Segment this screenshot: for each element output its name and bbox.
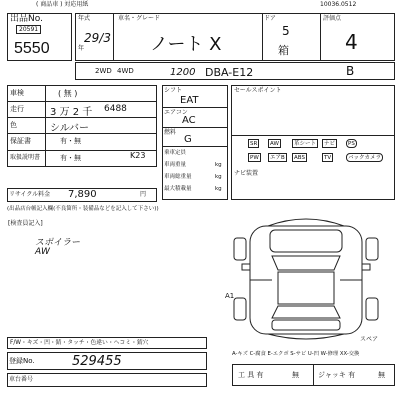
manual-label: 取扱説明書 — [10, 154, 41, 161]
lot-label: 出品No. — [10, 14, 43, 24]
ac-value: AC — [182, 115, 196, 126]
mileage-label: 走行 — [10, 105, 24, 113]
ac-label: エアコン — [164, 109, 188, 116]
navi-label: ナビ装置 — [234, 170, 259, 177]
seller-notes-label: (出品店台帳記入欄(不良箇所・装備品などを記入して下さい)) — [7, 206, 159, 212]
recycle-unit: 円 — [140, 191, 147, 198]
doors-value: 5 — [282, 24, 290, 38]
jack-none: 無 — [378, 371, 385, 379]
inspector-label: [検査員記入] — [8, 220, 43, 227]
warranty-value: 有・無 — [60, 137, 81, 145]
weight-unit-1: kg — [215, 162, 222, 168]
equip-sr: SR — [250, 141, 258, 147]
mileage-value: 3 万 2 千 — [50, 107, 93, 118]
damage-mark: A1 — [225, 292, 235, 300]
equip-pw: PW — [250, 155, 259, 161]
header-top-right: 10036.0512 — [320, 1, 357, 8]
equip-aw: AW — [270, 141, 279, 147]
inspection-value: ( 無 ) — [58, 89, 78, 98]
lot-number: 5550 — [14, 40, 50, 57]
year-value: 29/3 — [84, 31, 111, 45]
mileage-extra: 6488 — [104, 104, 127, 114]
color-label: 色 — [10, 121, 17, 129]
damage-legend: A-キズ C-腐食 E-エクボ S-サビ U-凹 W-修理 XX-交換 — [232, 351, 360, 357]
color-code: K23 — [130, 151, 146, 160]
equip-abs: ABS — [294, 155, 305, 161]
option-row-text: F/W・キズ・凹・錆・タッチ・色違い・ヘコミ・錆穴 — [10, 340, 149, 346]
cert-box — [7, 373, 207, 387]
tools-none: 無 — [292, 371, 299, 379]
cert-label: 車台番号 — [9, 376, 34, 383]
recycle-value: 7,890 — [68, 189, 97, 200]
selling-points-label: セールスポイント — [234, 87, 282, 94]
year-label: 年式 — [78, 15, 91, 22]
weight-unit-3: kg — [215, 186, 222, 192]
car-damage-diagram — [228, 208, 388, 346]
interior-grade: B — [346, 64, 355, 78]
recycle-label: リサイクル料金 — [9, 191, 51, 198]
weight-unit-2: kg — [215, 174, 222, 180]
spare-label: スペア — [360, 336, 379, 343]
grade-value: 4 — [345, 30, 358, 54]
equip-tv: TV — [324, 155, 332, 161]
header-top-text: ( 商品車 ) 対応用紙 — [36, 1, 89, 8]
displacement: 1200 — [170, 67, 196, 78]
weight-3: 最大積載量 — [164, 186, 192, 192]
weight-0: 乗車定員 — [164, 150, 187, 156]
equip-leather: 革シート — [294, 141, 317, 147]
drive-2wd: 2WD — [95, 67, 112, 75]
inspector-note-0: スポイラー — [35, 238, 81, 248]
tools-label: 工 具 有 — [238, 371, 264, 379]
fuel-value: G — [184, 134, 192, 145]
jack-label: ジャッキ 有 — [318, 371, 356, 379]
shift-label: シフト — [164, 87, 183, 94]
drive-4wd: 4WD — [117, 67, 134, 75]
lot-small: 20591 — [16, 25, 41, 34]
model-label: 車名・グレード — [118, 15, 161, 22]
warranty-label: 保証書 — [10, 137, 31, 145]
fuel-label: 燃料 — [164, 129, 177, 136]
weight-2: 車両総重量 — [164, 174, 192, 180]
equip-navi: ナビ — [324, 141, 336, 147]
model-code: DBA-E12 — [205, 66, 254, 79]
inspection-label: 車検 — [10, 89, 24, 97]
model-value: ノート X — [150, 34, 222, 55]
equip-ps: PS — [348, 141, 355, 147]
manual-value: 有・無 — [60, 154, 81, 162]
shift-value: EAT — [180, 95, 199, 106]
equip-camera: バックカメラ — [348, 155, 382, 161]
registration-label: 登録No. — [9, 357, 35, 365]
grade-label: 評価点 — [323, 15, 342, 22]
equip-airbag: エアB — [270, 155, 285, 161]
year-unit: 年 — [78, 45, 85, 52]
box-text: 箱 — [278, 44, 289, 57]
doors-label: ドア — [264, 15, 276, 22]
inspector-note-1: AW — [35, 247, 50, 257]
registration-value: 529455 — [72, 354, 122, 369]
color-value: シルバー — [50, 123, 90, 134]
weight-1: 車両重量 — [164, 162, 187, 168]
